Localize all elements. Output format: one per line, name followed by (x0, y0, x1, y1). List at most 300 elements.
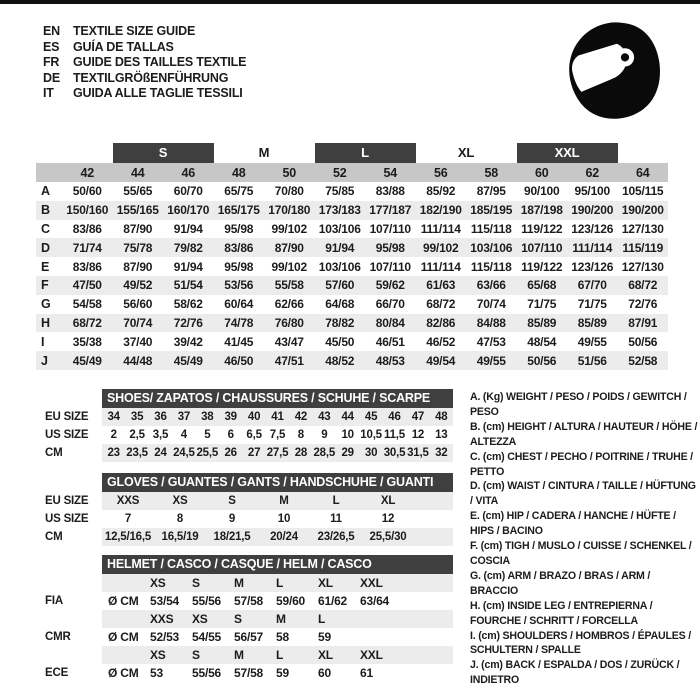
size-cell: 68/72 (426, 297, 456, 312)
helmet-size-row (102, 610, 453, 628)
size-cell: 51/54 (173, 278, 203, 293)
top-border-bar (0, 0, 700, 4)
cell: 44 (341, 411, 354, 423)
size-cell: 63/66 (476, 278, 506, 293)
row-label: EU SIZE (45, 411, 89, 423)
size-cell: 46/51 (375, 334, 405, 349)
size-cell: 58/62 (173, 297, 203, 312)
helmet-size: XL (318, 648, 333, 662)
cell: 36 (154, 411, 167, 423)
helmet-size: L (276, 648, 284, 662)
row-letter: G (41, 297, 51, 312)
size-cell: 39/42 (173, 334, 203, 349)
size-cell: 177/187 (369, 203, 412, 218)
helmet-size: M (276, 612, 286, 626)
cell: 10,5 (360, 429, 382, 441)
size-cell: 66/70 (375, 297, 405, 312)
size-cell: 70/74 (476, 297, 506, 312)
size-cell: 187/198 (520, 203, 563, 218)
size-cell: 55/65 (123, 184, 153, 199)
cell: 23,5 (126, 447, 148, 459)
size-cell: 95/98 (375, 240, 405, 255)
cell: L (332, 495, 340, 507)
size-cell: 49/55 (476, 353, 506, 368)
size-cell: 80/84 (375, 315, 405, 330)
size-cell: 51/56 (577, 353, 607, 368)
helmet-section (36, 555, 453, 682)
diameter-unit: Ø CM (108, 594, 139, 608)
helmet-value: 55/56 (192, 666, 222, 680)
helmet-value: 56/57 (234, 630, 264, 644)
diameter-unit: Ø CM (108, 630, 139, 644)
size-table-body (36, 182, 668, 370)
size-cell: 54/58 (72, 297, 102, 312)
legend-item: G. (cm) ARM / BRAZO / BRAS / ARM / BRACCIO (470, 569, 651, 597)
helmet-size: S (234, 612, 242, 626)
size-cell: 70/74 (123, 315, 153, 330)
size-cell: 61/63 (426, 278, 456, 293)
size-cell: 99/102 (271, 259, 307, 274)
size-cell: 74/78 (224, 315, 254, 330)
size-cell: 71/75 (527, 297, 557, 312)
table-row (102, 528, 453, 546)
size-cell: 46/50 (224, 353, 254, 368)
size-cell: 65/68 (527, 278, 557, 293)
size-cell: 47/53 (476, 334, 506, 349)
size-cell: 67/70 (577, 278, 607, 293)
size-cell: 45/49 (173, 353, 203, 368)
language-code: IT (43, 86, 54, 100)
textile-size-table (36, 142, 668, 370)
size-cell: 52/58 (628, 353, 658, 368)
row-letter: D (41, 240, 50, 255)
size-cell: 90/100 (523, 184, 560, 199)
size-cell: 115/118 (470, 259, 512, 274)
helmet-size: XS (192, 612, 208, 626)
size-cell: 182/190 (419, 203, 462, 218)
size-cell: 99/102 (422, 240, 459, 255)
cell: XS (172, 495, 188, 507)
language-row (43, 55, 246, 71)
size-cell: 83/86 (72, 221, 102, 236)
size-cell: 95/98 (224, 221, 254, 236)
row-letter: E (41, 259, 50, 274)
size-cell: 50/56 (527, 353, 557, 368)
row-label: CM (45, 447, 63, 459)
size-cell: 115/118 (470, 221, 512, 236)
size-cell: 50/56 (628, 334, 658, 349)
legend-item: F. (cm) TIGH / MUSLO / CUISSE / SCHENKEL / COSCIA (470, 540, 692, 567)
size-cell: 87/91 (628, 315, 658, 330)
cell: 4 (180, 429, 187, 441)
helmet-value: 59 (318, 630, 331, 644)
size-cell: 165/175 (217, 203, 260, 218)
helmet-size: L (318, 612, 326, 626)
size-column-header: 62 (585, 165, 599, 180)
language-code: ES (43, 39, 60, 54)
helmet-size: XS (150, 576, 166, 590)
size-cell: 105/115 (622, 184, 664, 199)
org-label: FIA (45, 595, 63, 607)
legend-item: H. (cm) INSIDE LEG / ENTREPIERNA / FOURCHE / SCHRITT / FORCELLA (470, 599, 653, 627)
size-cell: 79/82 (173, 240, 203, 255)
size-cell: 83/86 (72, 259, 102, 274)
cell: 2 (110, 429, 117, 441)
row-letter: J (41, 353, 48, 368)
language-row (43, 86, 246, 102)
size-cell: 48/54 (527, 334, 557, 349)
diameter-unit: Ø CM (108, 666, 139, 680)
size-cell: 87/95 (476, 184, 506, 199)
size-cell: 103/106 (318, 259, 361, 274)
language-list (43, 24, 246, 102)
helmet-size: XXL (360, 576, 383, 590)
size-cell: 119/122 (521, 221, 563, 236)
cell: S (228, 495, 236, 507)
size-cell: 127/130 (621, 259, 664, 274)
cell: 6 (227, 429, 234, 441)
size-column-header: 46 (181, 165, 195, 180)
row-letter: C (41, 221, 50, 236)
size-table-row (36, 295, 668, 314)
size-table-row (36, 238, 668, 257)
table-row (102, 444, 453, 462)
language-row (43, 40, 246, 56)
helmet-value-row (102, 592, 453, 610)
size-column-header: 50 (282, 165, 296, 180)
helmet-size: XXL (360, 648, 383, 662)
size-cell: 95/100 (574, 184, 610, 199)
language-title: GUÍA DE TALLAS (73, 39, 174, 54)
row-letter: F (41, 278, 49, 293)
size-cell: 85/89 (577, 315, 607, 330)
cell: 10 (277, 513, 291, 525)
size-cell: 41/45 (224, 334, 254, 349)
row-label: US SIZE (45, 429, 89, 441)
table-row (102, 426, 453, 444)
size-group-xxl: XXL (517, 143, 618, 163)
size-cell: 91/94 (173, 221, 203, 236)
size-cell: 47/51 (274, 353, 304, 368)
size-table-row (36, 257, 668, 276)
helmet-value-row (102, 628, 453, 646)
language-code: DE (43, 70, 60, 85)
legend-item: A. (Kg) WEIGHT / PESO / POIDS / GEWITCH / PESO (470, 391, 687, 418)
cell: 7,5 (269, 429, 286, 441)
helmet-size: XXS (150, 612, 174, 626)
cell: 27 (247, 447, 261, 459)
size-cell: 57/60 (325, 278, 355, 293)
helmet-value: 61 (360, 666, 373, 680)
language-code: EN (43, 24, 60, 38)
cell: 24,5 (173, 447, 195, 459)
size-cell: 107/110 (369, 259, 411, 274)
size-cell: 107/110 (521, 240, 563, 255)
cell: 30 (364, 447, 378, 459)
helmet-value: 59 (276, 666, 289, 680)
size-column-header: 42 (80, 165, 94, 180)
size-cell: 55/58 (274, 278, 304, 293)
cell: 24 (154, 447, 167, 459)
cell: 27,5 (266, 447, 289, 459)
cell: 12,5/16,5 (104, 531, 152, 543)
row-label: CM (45, 531, 63, 543)
helmet-value: 55/56 (192, 594, 222, 608)
size-cell: 45/49 (72, 353, 102, 368)
cell: 31,5 (407, 447, 429, 459)
size-cell: 111/114 (420, 259, 461, 274)
cell: 6,5 (246, 429, 262, 441)
cell: 47 (411, 411, 425, 423)
cell: 18/21,5 (213, 531, 251, 543)
cell: 45 (364, 411, 378, 423)
helmet-size: S (192, 576, 200, 590)
size-cell: 85/92 (426, 184, 456, 199)
cell: 5 (204, 429, 211, 441)
size-cell: 83/88 (375, 184, 405, 199)
shoes-table-rows (102, 408, 453, 462)
row-label: EU SIZE (45, 495, 89, 507)
helmet-row-labels (36, 555, 102, 682)
size-columns-row (36, 163, 668, 182)
size-cell: 119/122 (521, 259, 563, 274)
size-column-header: 54 (383, 165, 397, 180)
size-cell: 44/48 (123, 353, 153, 368)
cell: 42 (294, 411, 308, 423)
table-row (102, 510, 453, 528)
size-cell: 62/66 (274, 297, 304, 312)
size-cell: 127/130 (621, 221, 664, 236)
row-letter: B (41, 203, 50, 218)
size-cell: 76/80 (274, 315, 304, 330)
cell: XXS (116, 495, 140, 507)
org-label: CMR (45, 631, 71, 643)
size-cell: 72/76 (173, 315, 203, 330)
size-cell: 91/94 (325, 240, 355, 255)
size-table-row (36, 332, 668, 351)
helmet-value: 54/55 (192, 630, 222, 644)
org-label: ECE (45, 667, 69, 679)
legend-item: C. (cm) CHEST / PECHO / POITRINE / TRUHE / PETTO (470, 450, 693, 478)
helmet-table-title: HELMET / CASCO / CASQUE / HELM / CASCO (102, 555, 453, 574)
helmet-size-row (102, 646, 453, 664)
shoes-table-title: SHOES/ ZAPATOS / CHAUSSURES / SCHUHE / SCARPE (102, 389, 453, 408)
size-cell: 85/89 (527, 315, 557, 330)
cell: 23/26,5 (317, 531, 355, 543)
cell: 39 (224, 411, 237, 423)
size-cell: 68/72 (628, 278, 658, 293)
cell: 28 (294, 447, 308, 459)
size-cell: 49/52 (123, 278, 153, 293)
helmet-value: 53 (150, 666, 163, 680)
cell: 30,5 (383, 447, 406, 459)
size-group-m: M (258, 145, 270, 160)
size-column-header: 56 (433, 165, 448, 180)
size-cell: 49/55 (577, 334, 607, 349)
helmet-value: 57/58 (234, 594, 264, 608)
row-letter: H (41, 315, 50, 330)
gloves-table-title: GLOVES / GUANTES / GANTS / HANDSCHUHE / GUANTI (102, 473, 453, 492)
cell: 16,5/19 (161, 531, 199, 543)
language-row (43, 24, 246, 40)
cell: 46 (388, 411, 401, 423)
size-cell: 48/53 (375, 353, 405, 368)
size-cell: 56/60 (123, 297, 153, 312)
size-cell: 75/85 (325, 184, 355, 199)
size-cell: 83/86 (224, 240, 254, 255)
size-cell: 185/195 (470, 203, 513, 218)
cell: 25,5 (196, 447, 219, 459)
language-title: GUIDA ALLE TAGLIE TESSILI (73, 86, 243, 100)
size-cell: 78/82 (325, 315, 355, 330)
size-cell: 87/90 (274, 240, 304, 255)
size-table-row (36, 220, 668, 239)
cell: 10 (341, 429, 354, 441)
helmet-value: 61/62 (318, 594, 348, 608)
size-table-row (36, 314, 668, 333)
helmet-size: M (234, 648, 244, 662)
size-table-row (36, 201, 668, 220)
table-row (102, 408, 453, 426)
size-cell: 43/47 (274, 334, 304, 349)
table-row (102, 492, 453, 510)
size-cell: 72/76 (628, 297, 658, 312)
legend-item: I. (cm) SHOULDERS / HOMBROS / ÉPAULES / SCHULTERN / SPALLE (470, 629, 691, 657)
size-column-header: 60 (534, 165, 549, 180)
helmet-value: 59/60 (276, 594, 306, 608)
size-cell: 60/64 (224, 297, 254, 312)
legend-list (470, 390, 698, 688)
size-column-header: 44 (130, 165, 145, 180)
helmet-value: 52/53 (150, 630, 180, 644)
language-code: FR (43, 55, 60, 69)
size-cell: 123/126 (571, 259, 614, 274)
cell: M (279, 495, 289, 507)
size-cell: 95/98 (224, 259, 254, 274)
cell: 32 (435, 447, 448, 459)
size-cell: 60/70 (173, 184, 203, 199)
size-cell: 173/183 (318, 203, 361, 218)
cell: 26 (224, 447, 237, 459)
cell: 9 (228, 513, 236, 525)
size-cell: 71/74 (72, 240, 102, 255)
size-cell: 107/110 (369, 221, 411, 236)
size-cell: 115/119 (622, 240, 664, 255)
cell: 20/24 (270, 531, 298, 543)
helmet-value: 63/64 (360, 594, 390, 608)
size-table-row (36, 276, 668, 295)
shoes-section (36, 389, 453, 462)
legend-item: B. (cm) HEIGHT / ALTURA / HAUTEUR / HÖHE / ALTEZZA (470, 420, 698, 448)
helmet-size: L (276, 576, 284, 590)
size-group-s: S (113, 143, 214, 163)
size-table-row (36, 351, 668, 370)
helmet-value: 58 (276, 630, 289, 644)
cell: 11 (330, 513, 342, 525)
size-cell: 46/52 (426, 334, 456, 349)
size-column-header: 52 (332, 165, 347, 180)
cell: 23 (107, 447, 120, 459)
size-group-l: L (315, 143, 416, 163)
size-cell: 82/86 (426, 315, 456, 330)
language-title: TEXTILE SIZE GUIDE (73, 24, 196, 38)
gloves-section (36, 473, 453, 546)
racing-helmet-icon (566, 20, 662, 124)
cell: 2,5 (129, 429, 145, 441)
cell: 41 (271, 411, 284, 423)
size-cell: 87/90 (123, 259, 153, 274)
size-cell: 111/114 (572, 240, 613, 255)
size-cell: 59/62 (375, 278, 405, 293)
helmet-value: 60 (318, 666, 331, 680)
gloves-row-labels (36, 473, 102, 546)
cell: 12 (411, 429, 425, 441)
legend-item: J. (cm) BACK / ESPALDA / DOS / ZURÜCK / INDIETRO (470, 659, 680, 687)
size-cell: 103/106 (318, 221, 361, 236)
size-cell: 50/60 (72, 184, 102, 199)
size-cell: 84/88 (476, 315, 506, 330)
language-row (43, 71, 246, 87)
helmet-size-row (102, 574, 453, 592)
size-cell: 49/54 (426, 353, 456, 368)
size-cell: 123/126 (571, 221, 614, 236)
legend-item: E. (cm) HIP / CADERA / HANCHE / HÜFTE / HIPS / BACINO (470, 510, 676, 538)
size-cell: 170/180 (268, 203, 311, 218)
cell: 13 (435, 429, 448, 441)
cell: 11,5 (384, 429, 405, 441)
cell: 35 (130, 411, 144, 423)
size-cell: 37/40 (123, 334, 153, 349)
size-group-row (36, 142, 668, 163)
helmet-size: XS (150, 648, 166, 662)
size-group-xl: XL (457, 145, 475, 160)
size-column-header: 58 (484, 165, 498, 180)
size-cell: 99/102 (271, 221, 307, 236)
helmet-size: S (192, 648, 200, 662)
helmet-value-row (102, 664, 453, 682)
size-cell: 45/50 (325, 334, 355, 349)
cell: 3,5 (152, 429, 169, 441)
cell: 38 (201, 411, 214, 423)
cell: 37 (177, 411, 191, 423)
cell: 48 (435, 411, 448, 423)
size-cell: 48/52 (325, 353, 355, 368)
cell: 9 (321, 429, 328, 441)
helmet-size: M (234, 576, 244, 590)
size-cell: 65/75 (224, 184, 254, 199)
helmet-size: XL (318, 576, 333, 590)
language-title: GUIDE DES TAILLES TEXTILE (73, 55, 247, 69)
helmet-table-rows (102, 574, 453, 682)
helmet-value: 57/58 (234, 666, 264, 680)
cell: 8 (176, 513, 184, 525)
size-cell: 111/114 (420, 221, 461, 236)
row-label: US SIZE (45, 513, 89, 525)
cell: 25,5/30 (369, 531, 407, 543)
legend-item: D. (cm) WAIST / CINTURA / TAILLE / HÜFTUNG / VITA (470, 480, 696, 508)
gloves-table-rows (102, 492, 453, 546)
size-cell: 190/200 (621, 203, 664, 218)
size-table-row (36, 182, 668, 201)
size-cell: 103/106 (470, 240, 513, 255)
size-cell: 47/50 (72, 278, 102, 293)
cell: 34 (107, 411, 120, 423)
cell: 29 (341, 447, 354, 459)
cell: 40 (247, 411, 261, 423)
language-title: TEXTILGRÖßENFÜHRUNG (73, 70, 229, 85)
size-cell: 68/72 (72, 315, 102, 330)
cell: XL (380, 495, 396, 507)
